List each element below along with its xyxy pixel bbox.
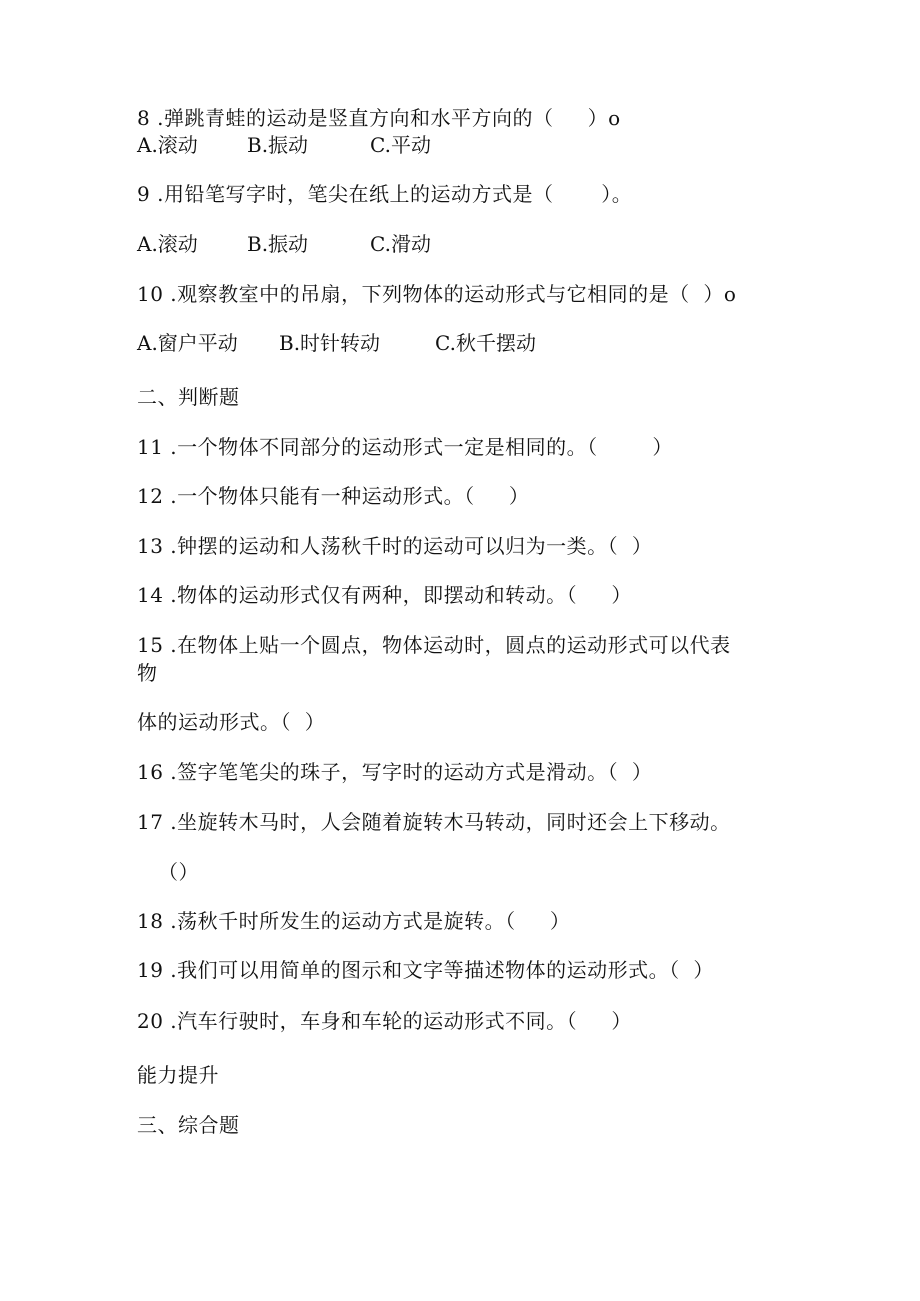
question-10: 10 .观察教室中的吊扇，下列物体的运动形式与它相同的是（ ）o <box>137 282 737 306</box>
option-a: A.窗户平动 <box>137 331 238 355</box>
option-c: C.滑动 <box>370 232 431 256</box>
question-9-options <box>137 232 431 328</box>
judgment-item-11: 11 .一个物体不同部分的运动形式一定是相同的。（ ） <box>137 435 673 459</box>
question-9: 9 .用铅笔写字时，笔尖在纸上的运动方式是（ ）。 <box>137 182 633 206</box>
section-heading-comprehensive: 三、综合题 <box>137 1113 240 1137</box>
option-a: A.滚动 <box>137 232 198 256</box>
section-heading-judgment: 二、判断题 <box>137 385 240 409</box>
option-c: C.秋千摆动 <box>435 331 536 355</box>
judgment-item-18: 18 .荡秋千时所发生的运动方式是旋转。（ ） <box>137 909 571 933</box>
judgment-item-15-cont: 体的运动形式。（ ） <box>137 710 326 734</box>
option-c: C.平动 <box>370 133 431 157</box>
judgment-item-15-wrap: 物 <box>137 661 158 685</box>
question-8: 8 .弹跳青蛙的运动是竖直方向和水平方向的（ ）o <box>137 106 621 130</box>
option-b: B.振动 <box>247 133 309 157</box>
option-b: B.时针转动 <box>279 331 381 355</box>
judgment-item-17: 17 .坐旋转木马时，人会随着旋转木马转动，同时还会上下移动。 <box>137 810 731 834</box>
option-b: B.振动 <box>247 232 309 256</box>
option-a: A.滚动 <box>137 133 198 157</box>
section-heading-ability: 能力提升 <box>137 1063 219 1087</box>
judgment-item-19: 19 .我们可以用简单的图示和文字等描述物体的运动形式。（ ） <box>137 958 714 982</box>
judgment-item-14: 14 .物体的运动形式仅有两种，即摆动和转动。（ ） <box>137 583 632 607</box>
judgment-item-17-cont: （） <box>158 860 199 884</box>
judgment-item-16: 16 .签字笔笔尖的珠子，写字时的运动方式是滑动。（ ） <box>137 760 653 784</box>
judgment-item-13: 13 .钟摆的运动和人荡秋千时的运动可以归为一类。（ ） <box>137 534 653 558</box>
judgment-item-15: 15 .在物体上贴一个圆点，物体运动时，圆点的运动形式可以代表 <box>137 633 731 657</box>
judgment-item-20: 20 .汽车行驶时，车身和车轮的运动形式不同。（ ） <box>137 1009 632 1033</box>
judgment-item-12: 12 .一个物体只能有一种运动形式。（ ） <box>137 484 530 508</box>
